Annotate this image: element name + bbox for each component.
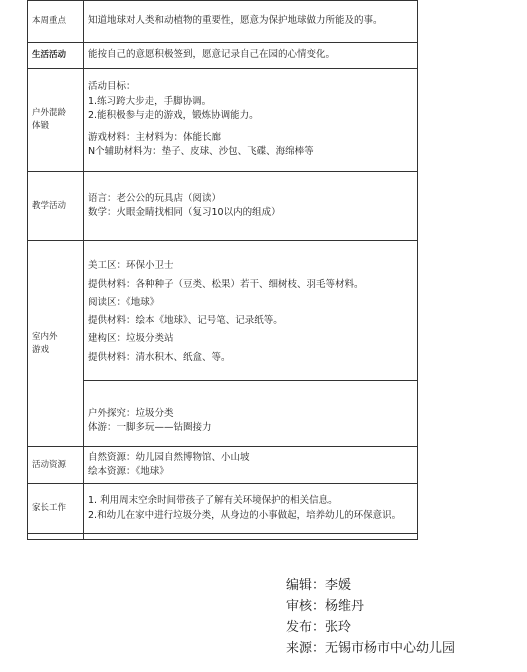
resources-item-1: 自然资源：幼儿园自然博物馆、小山坡 xyxy=(88,451,250,463)
games-areas-content xyxy=(84,241,418,381)
goal-title: 活动目标： xyxy=(88,81,136,93)
art-materials: 提供材料：各种种子（豆类、松果）若干、细树枝、羽毛等材料。 xyxy=(88,278,364,290)
reviewer-credit: 审核：杨维丹 xyxy=(286,599,365,614)
build-area: 建构区：垃圾分类站 xyxy=(88,333,174,345)
games-label-line2: 游戏 xyxy=(32,344,50,355)
row-games-areas xyxy=(28,241,418,381)
row-family xyxy=(28,484,418,534)
outdoor-sports-content xyxy=(84,69,418,172)
family-item-2: 2.和幼儿在家中进行垃圾分类，从身边的小事做起，培养幼儿的环保意识。 xyxy=(88,509,402,521)
material-2: N个辅助材料为：垫子、皮球、沙包、飞碟、海绵棒等 xyxy=(88,146,314,158)
empty-label-cell xyxy=(28,534,84,540)
source-credit: 来源：无锡市杨市中心幼儿园 xyxy=(286,641,456,656)
weekly-focus-label: 本周重点 xyxy=(28,1,84,43)
build-materials: 提供材料：清水积木、纸盒、等。 xyxy=(88,351,231,363)
life-activity-label: 生活活动 xyxy=(28,43,84,69)
row-life-activity xyxy=(28,43,418,69)
teaching-content xyxy=(84,172,418,241)
goal-2: 2.能积极参与走的游戏，锻炼协调能力。 xyxy=(88,109,259,121)
publisher-credit: 发布：张玲 xyxy=(286,620,352,635)
art-area: 美工区：环保小卫士 xyxy=(88,260,174,272)
reading-materials: 提供材料：绘本《地球》、记号笔、记录纸等。 xyxy=(88,315,283,326)
resources-label: 活动资源 xyxy=(28,447,84,484)
row-teaching xyxy=(28,172,418,241)
games-outdoor-content xyxy=(84,381,418,447)
weekly-focus-value: 知道地球对人类和动植物的重要性，愿意为保护地球做力所能及的事。 xyxy=(88,15,383,27)
outdoor-sports-label xyxy=(28,69,84,172)
games-label xyxy=(28,241,84,447)
weekly-plan-table xyxy=(27,0,418,540)
outdoor-sports-label-line2: 体锻 xyxy=(32,121,50,131)
row-weekly-focus xyxy=(28,1,418,43)
row-games-outdoor xyxy=(28,381,418,447)
outdoor-sports-label-line1: 户外混龄 xyxy=(32,108,67,119)
material-1: 游戏材料：主材料为：体能长廊 xyxy=(88,132,222,144)
family-item-1: 1. 利用周末空余时间带孩子了解有关环境保护的相关信息。 xyxy=(88,495,338,507)
teaching-label: 教学活动 xyxy=(28,172,84,241)
teaching-item-2: 数学：火眼金睛找相同（复习10以内的组成） xyxy=(88,207,281,218)
weekly-focus-text xyxy=(84,1,418,43)
games-label-line1: 室内外 xyxy=(32,331,58,342)
credits-block xyxy=(286,575,455,659)
editor-credit: 编辑：李媛 xyxy=(286,578,352,593)
resources-item-2: 绘本资源：《地球》 xyxy=(88,466,169,477)
family-content xyxy=(84,484,418,534)
plan-sheet xyxy=(27,0,418,540)
teaching-item-1: 语言：老公公的玩具店（阅读） xyxy=(88,192,222,204)
row-resources xyxy=(28,447,418,484)
row-outdoor-sports xyxy=(28,69,418,172)
goal-1: 1.练习跨大步走，手脚协调。 xyxy=(88,95,212,107)
family-label: 家长工作 xyxy=(28,484,84,534)
outdoor-explore: 户外探究：垃圾分类 xyxy=(88,407,174,419)
sports-game: 体游：一脚多玩——钻圈接力 xyxy=(88,422,212,433)
reading-area: 阅读区：《地球》 xyxy=(88,296,160,308)
resources-content xyxy=(84,447,418,484)
empty-content-cell xyxy=(84,534,418,540)
row-empty xyxy=(28,534,418,540)
life-activity-text: 能按自己的意愿积极签到，愿意记录自己在园的心情变化。 xyxy=(84,43,418,69)
